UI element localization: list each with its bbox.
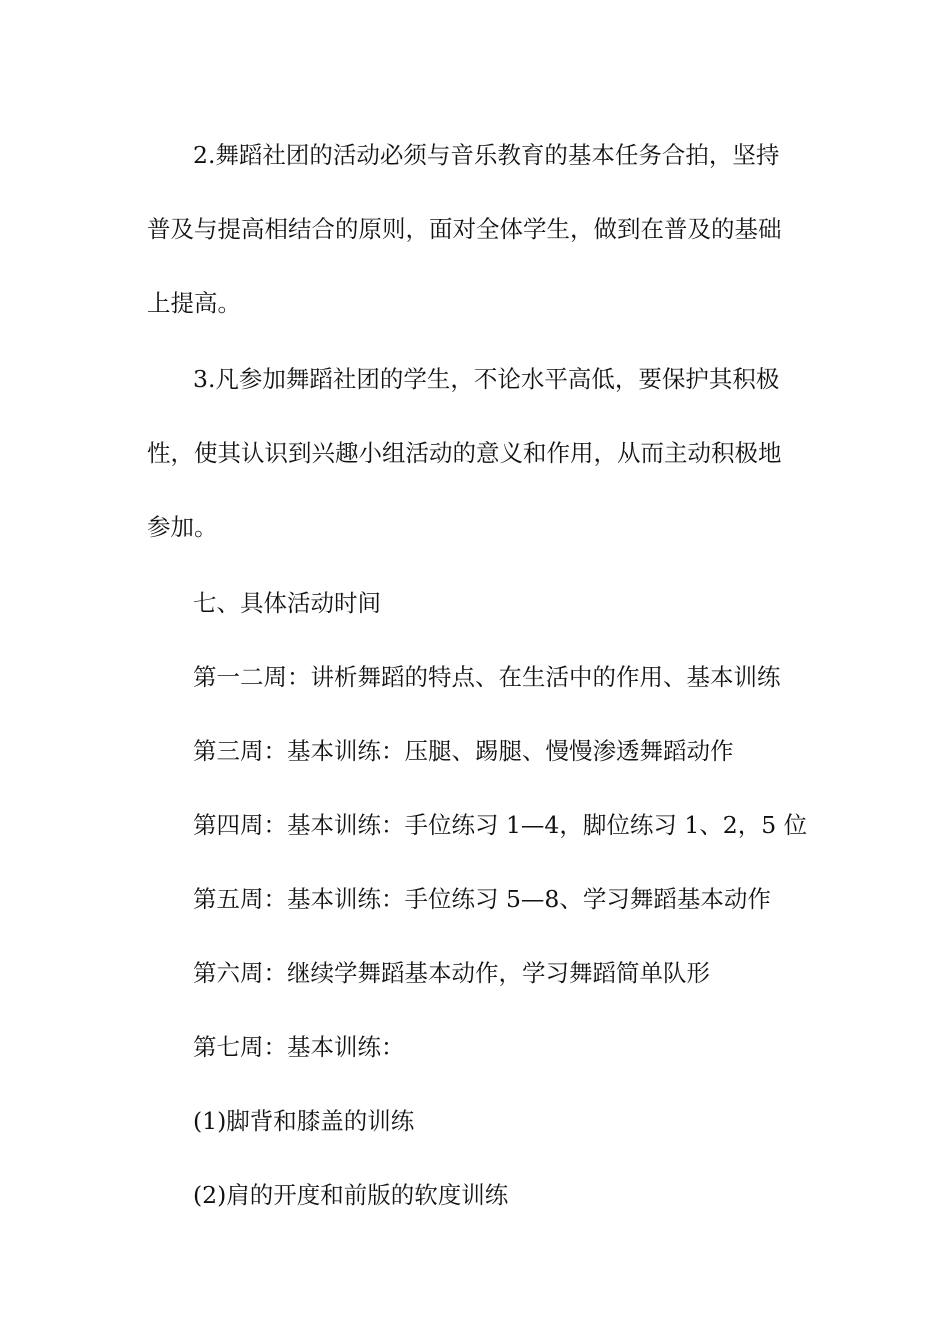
- schedule-item-week-3: 第三周：基本训练：压腿、踢腿、慢慢渗透舞蹈动作: [193, 737, 734, 765]
- section-heading: 七、具体活动时间: [193, 589, 381, 617]
- paragraph-item-2: [147, 118, 782, 340]
- training-sub-item-1: (1)脚背和膝盖的训练: [193, 1107, 415, 1135]
- schedule-item-week-5: 第五周：基本训练：手位练习 5—8、学习舞蹈基本动作: [193, 885, 771, 913]
- schedule-item-week-1-2: 第一二周：讲析舞蹈的特点、在生活中的作用、基本训练: [193, 663, 781, 691]
- schedule-item-week-7: 第七周：基本训练：: [193, 1033, 405, 1061]
- paragraph-item-3: [147, 342, 782, 564]
- training-sub-item-2: (2)肩的开度和前版的软度训练: [193, 1181, 509, 1209]
- schedule-item-week-4: 第四周：基本训练：手位练习 1—4，脚位练习 1、2，5 位: [193, 811, 808, 839]
- paragraph-line: 普及与提高相结合的原则，面对全体学生，做到在普及的基础: [147, 215, 782, 243]
- paragraph-line: 2.舞蹈社团的活动必须与音乐教育的基本任务合拍，坚持: [193, 141, 780, 169]
- schedule-item-week-6: 第六周：继续学舞蹈基本动作，学习舞蹈简单队形: [193, 959, 710, 987]
- paragraph-line: 上提高。: [147, 289, 241, 317]
- paragraph-line: 性，使其认识到兴趣小组活动的意义和作用，从而主动积极地: [147, 439, 782, 467]
- paragraph-line: 3.凡参加舞蹈社团的学生，不论水平高低，要保护其积极: [193, 365, 780, 393]
- paragraph-line: 参加。: [147, 513, 218, 541]
